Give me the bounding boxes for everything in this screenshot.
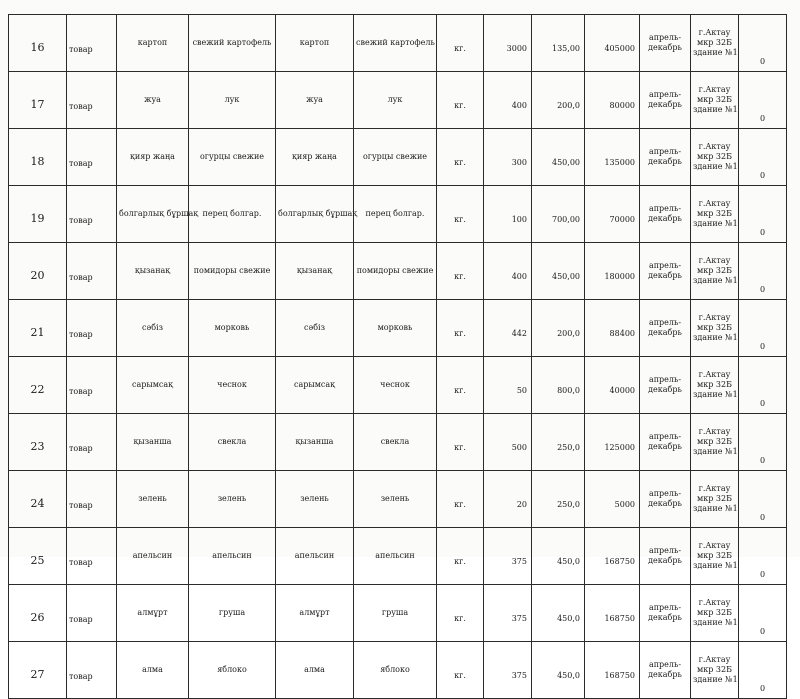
period-line: декабрь xyxy=(648,499,682,508)
item-type: товар xyxy=(67,186,117,243)
item-name-kazakh: қызанша xyxy=(117,414,189,471)
place-line: г.Актау xyxy=(698,199,731,208)
unit-of-measure: кг. xyxy=(437,414,484,471)
delivery-period xyxy=(640,528,691,585)
row-number: 25 xyxy=(9,528,67,585)
place-line: г.Актау xyxy=(698,28,731,37)
item-description-russian: яблоко xyxy=(354,642,437,699)
place-line: г.Актау xyxy=(698,256,731,265)
period-line: апрель- xyxy=(648,204,682,213)
unit-price: 450,0 xyxy=(532,642,585,699)
item-description-russian: зелень xyxy=(354,471,437,528)
delivery-place xyxy=(691,585,739,642)
item-name-russian: перец болгар. xyxy=(189,186,276,243)
period-line: декабрь xyxy=(648,157,682,166)
table-row xyxy=(9,528,787,585)
row-number: 23 xyxy=(9,414,67,471)
period-line: апрель- xyxy=(648,147,682,156)
item-description-russian: лук xyxy=(354,72,437,129)
advance-payment: 0 xyxy=(739,414,787,471)
delivery-place xyxy=(691,528,739,585)
table-row xyxy=(9,585,787,642)
delivery-period xyxy=(640,414,691,471)
quantity: 3000 xyxy=(484,15,532,72)
table-row xyxy=(9,414,787,471)
total-sum: 88400 xyxy=(585,300,640,357)
row-number: 21 xyxy=(9,300,67,357)
procurement-items-table xyxy=(8,14,787,699)
place-line: г.Актау xyxy=(698,484,731,493)
total-sum: 125000 xyxy=(585,414,640,471)
quantity: 100 xyxy=(484,186,532,243)
place-line: мкр 32Б xyxy=(697,608,732,617)
period-line: апрель- xyxy=(648,33,682,42)
delivery-period xyxy=(640,15,691,72)
row-number: 27 xyxy=(9,642,67,699)
period-line: декабрь xyxy=(648,442,682,451)
place-line: г.Актау xyxy=(698,370,731,379)
place-line: здание №1 xyxy=(693,618,738,627)
item-type: товар xyxy=(67,528,117,585)
delivery-period xyxy=(640,357,691,414)
period-line: апрель- xyxy=(648,318,682,327)
item-name-russian: морковь xyxy=(189,300,276,357)
period-line: декабрь xyxy=(648,556,682,565)
item-type: товар xyxy=(67,243,117,300)
item-description-kazakh: қызанақ xyxy=(276,243,354,300)
period-line: апрель- xyxy=(648,90,682,99)
item-name-russian: огурцы свежие xyxy=(189,129,276,186)
period-line: апрель- xyxy=(648,546,682,555)
period-line: декабрь xyxy=(648,100,682,109)
table-row xyxy=(9,300,787,357)
table-row xyxy=(9,15,787,72)
advance-payment: 0 xyxy=(739,129,787,186)
row-number: 19 xyxy=(9,186,67,243)
total-sum: 80000 xyxy=(585,72,640,129)
item-type: товар xyxy=(67,642,117,699)
period-line: апрель- xyxy=(648,603,682,612)
row-number: 24 xyxy=(9,471,67,528)
advance-payment: 0 xyxy=(739,585,787,642)
item-description-russian: помидоры свежие xyxy=(354,243,437,300)
unit-price: 450,00 xyxy=(532,243,585,300)
unit-price: 200,0 xyxy=(532,300,585,357)
place-line: мкр 32Б xyxy=(697,551,732,560)
row-number: 16 xyxy=(9,15,67,72)
item-name-russian: лук xyxy=(189,72,276,129)
place-line: здание №1 xyxy=(693,333,738,342)
item-description-kazakh: алма xyxy=(276,642,354,699)
delivery-place xyxy=(691,414,739,471)
item-description-kazakh: жуа xyxy=(276,72,354,129)
item-name-kazakh: зелень xyxy=(117,471,189,528)
table-row xyxy=(9,642,787,699)
place-line: здание №1 xyxy=(693,561,738,570)
item-type: товар xyxy=(67,414,117,471)
item-description-russian: свежий картофель xyxy=(354,15,437,72)
item-name-russian: яблоко xyxy=(189,642,276,699)
item-description-kazakh: болгарлық бұршақ xyxy=(276,186,354,243)
place-line: мкр 32Б xyxy=(697,380,732,389)
item-description-russian: перец болгар. xyxy=(354,186,437,243)
period-line: апрель- xyxy=(648,432,682,441)
total-sum: 168750 xyxy=(585,585,640,642)
item-type: товар xyxy=(67,471,117,528)
period-line: декабрь xyxy=(648,670,682,679)
delivery-place xyxy=(691,642,739,699)
place-line: г.Актау xyxy=(698,598,731,607)
advance-payment: 0 xyxy=(739,243,787,300)
advance-payment: 0 xyxy=(739,357,787,414)
place-line: здание №1 xyxy=(693,675,738,684)
item-name-russian: свежий картофель xyxy=(189,15,276,72)
delivery-period xyxy=(640,642,691,699)
item-type: товар xyxy=(67,585,117,642)
item-name-kazakh: қияр жаңа xyxy=(117,129,189,186)
table-row xyxy=(9,186,787,243)
place-line: здание №1 xyxy=(693,219,738,228)
delivery-period xyxy=(640,243,691,300)
period-line: апрель- xyxy=(648,261,682,270)
advance-payment: 0 xyxy=(739,528,787,585)
item-name-russian: груша xyxy=(189,585,276,642)
place-line: мкр 32Б xyxy=(697,494,732,503)
row-number: 18 xyxy=(9,129,67,186)
item-name-kazakh: картоп xyxy=(117,15,189,72)
item-description-russian: морковь xyxy=(354,300,437,357)
place-line: мкр 32Б xyxy=(697,665,732,674)
quantity: 375 xyxy=(484,585,532,642)
place-line: мкр 32Б xyxy=(697,152,732,161)
period-line: апрель- xyxy=(648,660,682,669)
unit-price: 450,0 xyxy=(532,528,585,585)
place-line: мкр 32Б xyxy=(697,323,732,332)
place-line: здание №1 xyxy=(693,447,738,456)
advance-payment: 0 xyxy=(739,471,787,528)
unit-price: 250,0 xyxy=(532,471,585,528)
unit-price: 250,0 xyxy=(532,414,585,471)
period-line: декабрь xyxy=(648,214,682,223)
row-number: 22 xyxy=(9,357,67,414)
item-description-russian: апельсин xyxy=(354,528,437,585)
row-number: 20 xyxy=(9,243,67,300)
place-line: г.Актау xyxy=(698,142,731,151)
period-line: декабрь xyxy=(648,613,682,622)
item-type: товар xyxy=(67,129,117,186)
total-sum: 168750 xyxy=(585,642,640,699)
advance-payment: 0 xyxy=(739,642,787,699)
advance-payment: 0 xyxy=(739,300,787,357)
place-line: мкр 32Б xyxy=(697,437,732,446)
unit-of-measure: кг. xyxy=(437,186,484,243)
delivery-place xyxy=(691,300,739,357)
row-number: 26 xyxy=(9,585,67,642)
unit-price: 200,0 xyxy=(532,72,585,129)
total-sum: 168750 xyxy=(585,528,640,585)
delivery-place xyxy=(691,471,739,528)
place-line: здание №1 xyxy=(693,105,738,114)
place-line: г.Актау xyxy=(698,85,731,94)
delivery-place xyxy=(691,15,739,72)
item-description-kazakh: сәбіз xyxy=(276,300,354,357)
period-line: декабрь xyxy=(648,328,682,337)
delivery-period xyxy=(640,471,691,528)
item-name-kazakh: болгарлық бұршақ xyxy=(117,186,189,243)
row-number: 17 xyxy=(9,72,67,129)
item-name-russian: апельсин xyxy=(189,528,276,585)
unit-of-measure: кг. xyxy=(437,15,484,72)
item-name-kazakh: қызанақ xyxy=(117,243,189,300)
unit-price: 800,0 xyxy=(532,357,585,414)
quantity: 375 xyxy=(484,642,532,699)
item-description-kazakh: апельсин xyxy=(276,528,354,585)
item-name-kazakh: сәбіз xyxy=(117,300,189,357)
delivery-period xyxy=(640,585,691,642)
place-line: мкр 32Б xyxy=(697,38,732,47)
item-name-kazakh: апельсин xyxy=(117,528,189,585)
table-body xyxy=(9,15,787,699)
table-row xyxy=(9,357,787,414)
table-row xyxy=(9,72,787,129)
item-description-kazakh: алмұрт xyxy=(276,585,354,642)
period-line: декабрь xyxy=(648,43,682,52)
place-line: мкр 32Б xyxy=(697,266,732,275)
place-line: мкр 32Б xyxy=(697,209,732,218)
place-line: здание №1 xyxy=(693,504,738,513)
unit-of-measure: кг. xyxy=(437,300,484,357)
item-type: товар xyxy=(67,300,117,357)
place-line: г.Актау xyxy=(698,427,731,436)
delivery-place xyxy=(691,357,739,414)
place-line: г.Актау xyxy=(698,313,731,322)
total-sum: 40000 xyxy=(585,357,640,414)
delivery-period xyxy=(640,186,691,243)
advance-payment: 0 xyxy=(739,15,787,72)
unit-price: 135,00 xyxy=(532,15,585,72)
quantity: 442 xyxy=(484,300,532,357)
unit-of-measure: кг. xyxy=(437,243,484,300)
unit-of-measure: кг. xyxy=(437,72,484,129)
delivery-period xyxy=(640,129,691,186)
table-row xyxy=(9,129,787,186)
period-line: апрель- xyxy=(648,489,682,498)
item-name-kazakh: сарымсақ xyxy=(117,357,189,414)
unit-price: 450,00 xyxy=(532,129,585,186)
delivery-period xyxy=(640,72,691,129)
quantity: 400 xyxy=(484,243,532,300)
item-name-russian: свекла xyxy=(189,414,276,471)
place-line: г.Актау xyxy=(698,655,731,664)
advance-payment: 0 xyxy=(739,186,787,243)
table-row xyxy=(9,471,787,528)
item-description-kazakh: картоп xyxy=(276,15,354,72)
delivery-place xyxy=(691,129,739,186)
item-description-russian: чеснок xyxy=(354,357,437,414)
advance-payment: 0 xyxy=(739,72,787,129)
unit-of-measure: кг. xyxy=(437,129,484,186)
item-description-kazakh: қызанша xyxy=(276,414,354,471)
item-description-russian: груша xyxy=(354,585,437,642)
table-row xyxy=(9,243,787,300)
delivery-period xyxy=(640,300,691,357)
delivery-place xyxy=(691,243,739,300)
item-type: товар xyxy=(67,15,117,72)
total-sum: 135000 xyxy=(585,129,640,186)
period-line: декабрь xyxy=(648,271,682,280)
quantity: 375 xyxy=(484,528,532,585)
item-name-kazakh: алма xyxy=(117,642,189,699)
quantity: 20 xyxy=(484,471,532,528)
item-name-kazakh: жуа xyxy=(117,72,189,129)
total-sum: 70000 xyxy=(585,186,640,243)
period-line: апрель- xyxy=(648,375,682,384)
total-sum: 180000 xyxy=(585,243,640,300)
item-description-russian: огурцы свежие xyxy=(354,129,437,186)
quantity: 500 xyxy=(484,414,532,471)
unit-of-measure: кг. xyxy=(437,528,484,585)
unit-price: 450,0 xyxy=(532,585,585,642)
total-sum: 405000 xyxy=(585,15,640,72)
item-name-russian: зелень xyxy=(189,471,276,528)
delivery-place xyxy=(691,72,739,129)
total-sum: 5000 xyxy=(585,471,640,528)
unit-of-measure: кг. xyxy=(437,357,484,414)
place-line: здание №1 xyxy=(693,276,738,285)
item-description-kazakh: зелень xyxy=(276,471,354,528)
unit-price: 700,00 xyxy=(532,186,585,243)
item-name-russian: помидоры свежие xyxy=(189,243,276,300)
item-description-russian: свекла xyxy=(354,414,437,471)
item-type: товар xyxy=(67,357,117,414)
item-description-kazakh: сарымсақ xyxy=(276,357,354,414)
unit-of-measure: кг. xyxy=(437,642,484,699)
item-name-russian: чеснок xyxy=(189,357,276,414)
delivery-place xyxy=(691,186,739,243)
place-line: здание №1 xyxy=(693,48,738,57)
quantity: 300 xyxy=(484,129,532,186)
item-description-kazakh: қияр жаңа xyxy=(276,129,354,186)
quantity: 400 xyxy=(484,72,532,129)
unit-of-measure: кг. xyxy=(437,471,484,528)
item-name-kazakh: алмұрт xyxy=(117,585,189,642)
place-line: здание №1 xyxy=(693,162,738,171)
item-type: товар xyxy=(67,72,117,129)
place-line: г.Актау xyxy=(698,541,731,550)
place-line: здание №1 xyxy=(693,390,738,399)
period-line: декабрь xyxy=(648,385,682,394)
place-line: мкр 32Б xyxy=(697,95,732,104)
quantity: 50 xyxy=(484,357,532,414)
unit-of-measure: кг. xyxy=(437,585,484,642)
